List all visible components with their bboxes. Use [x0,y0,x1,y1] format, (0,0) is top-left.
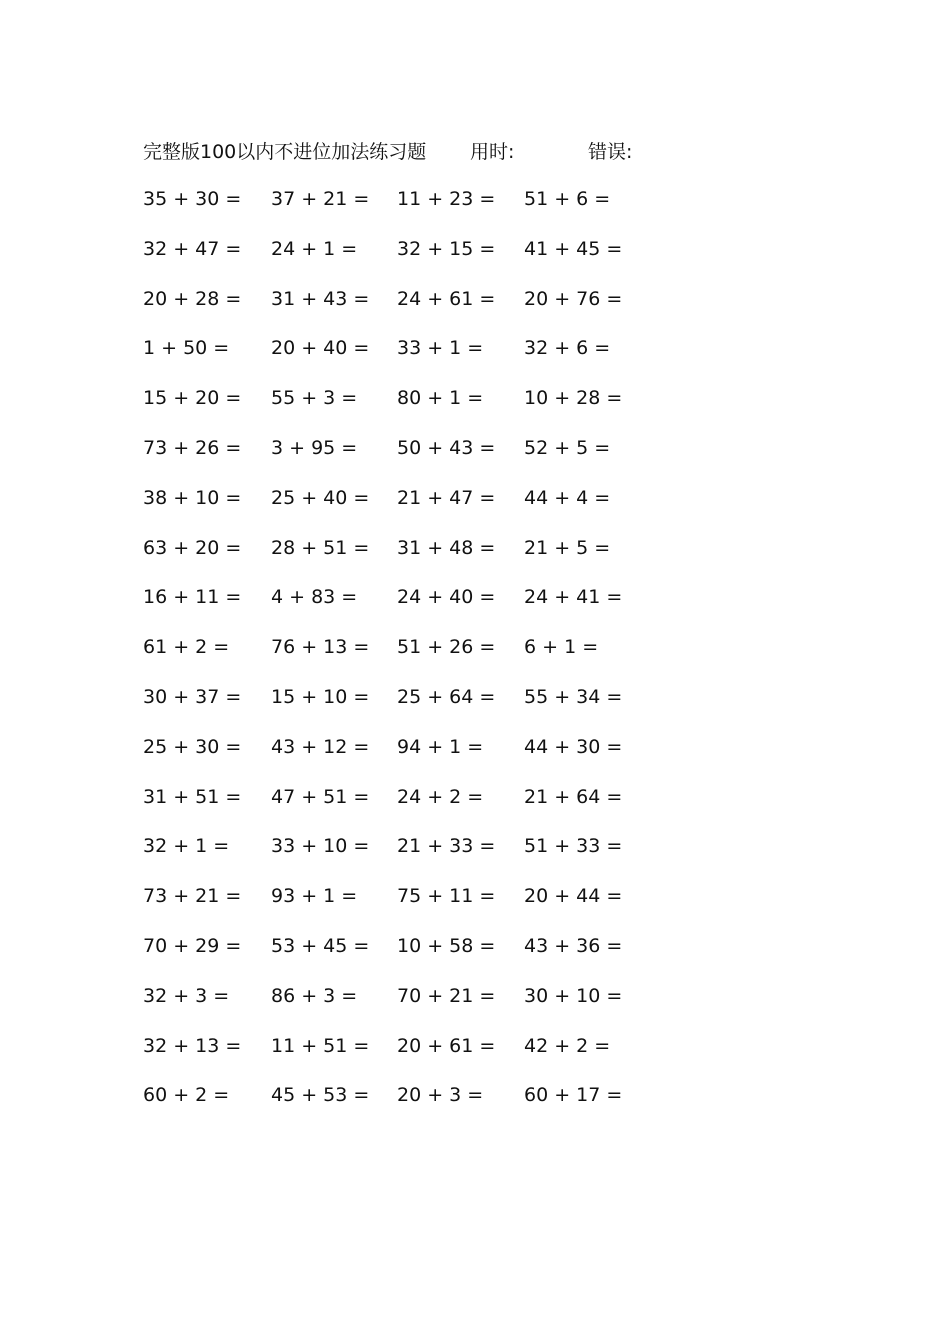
problem-cell: 33 + 10 = [271,835,370,858]
time-label: 用时: [470,141,515,163]
problem-cell: 21 + 47 = [397,486,496,509]
problem-cell: 24 + 2 = [397,785,484,808]
problem-cell: 73 + 21 = [143,885,242,908]
problem-cell: 35 + 30 = [143,188,242,210]
problem-cell: 11 + 51 = [271,1034,370,1057]
problem-cell: 24 + 41 = [524,586,623,609]
problem-cell: 15 + 20 = [143,387,242,410]
problem-cell: 80 + 1 = [397,387,484,410]
problem-row [0,384,950,434]
problem-cell: 20 + 44 = [524,885,623,908]
problem-row [0,783,950,833]
problem-row [0,1081,950,1131]
problem-cell: 20 + 40 = [271,337,370,360]
problem-cell: 3 + 95 = [271,436,358,459]
worksheet-title: 完整版100以内不进位加法练习题 [143,141,427,163]
problem-cell: 53 + 45 = [271,934,370,957]
problem-cell: 32 + 1 = [143,835,230,858]
problem-grid [0,185,950,1131]
problem-cell: 16 + 11 = [143,586,242,609]
problem-row [0,733,950,783]
problem-cell: 10 + 58 = [397,934,496,957]
problem-cell: 38 + 10 = [143,486,242,509]
errors-label: 错误: [588,141,633,163]
problem-cell: 25 + 64 = [397,685,496,708]
problem-cell: 20 + 76 = [524,287,623,310]
problem-row [0,484,950,534]
problem-cell: 70 + 21 = [397,984,496,1007]
problem-cell: 21 + 5 = [524,536,611,559]
problem-cell: 51 + 33 = [524,835,623,858]
problem-cell: 50 + 43 = [397,436,496,459]
problem-cell: 31 + 48 = [397,536,496,559]
problem-cell: 32 + 6 = [524,337,611,360]
problem-cell: 86 + 3 = [271,984,358,1007]
problem-cell: 60 + 2 = [143,1084,230,1107]
problem-cell: 52 + 5 = [524,436,611,459]
problem-cell: 42 + 2 = [524,1034,611,1057]
problem-cell: 75 + 11 = [397,885,496,908]
problem-cell: 63 + 20 = [143,536,242,559]
problem-cell: 51 + 26 = [397,636,496,659]
problem-cell: 6 + 1 = [524,636,599,659]
problem-cell: 61 + 2 = [143,636,230,659]
problem-cell: 24 + 40 = [397,586,496,609]
problem-cell: 41 + 45 = [524,237,623,260]
problem-cell: 55 + 34 = [524,685,623,708]
problem-cell: 44 + 4 = [524,486,611,509]
problem-row [0,285,950,335]
problem-cell: 20 + 3 = [397,1084,484,1107]
problem-row [0,882,950,932]
problem-cell: 20 + 61 = [397,1034,496,1057]
problem-cell: 93 + 1 = [271,885,358,908]
problem-cell: 47 + 51 = [271,785,370,808]
problem-cell: 43 + 12 = [271,735,370,758]
problem-row [0,832,950,882]
problem-cell: 24 + 1 = [271,237,358,260]
problem-cell: 32 + 15 = [397,237,496,260]
problem-cell: 4 + 83 = [271,586,358,609]
problem-cell: 37 + 21 = [271,188,370,210]
problem-cell: 76 + 13 = [271,636,370,659]
problem-cell: 33 + 1 = [397,337,484,360]
problem-row [0,683,950,733]
problem-cell: 45 + 53 = [271,1084,370,1107]
problem-cell: 43 + 36 = [524,934,623,957]
problem-cell: 25 + 40 = [271,486,370,509]
problem-cell: 55 + 3 = [271,387,358,410]
problem-cell: 11 + 23 = [397,188,496,210]
problem-cell: 15 + 10 = [271,685,370,708]
problem-cell: 21 + 33 = [397,835,496,858]
problem-row [0,534,950,584]
problem-cell: 94 + 1 = [397,735,484,758]
problem-cell: 70 + 29 = [143,934,242,957]
problem-cell: 30 + 10 = [524,984,623,1007]
problem-cell: 32 + 3 = [143,984,230,1007]
problem-cell: 24 + 61 = [397,287,496,310]
problem-cell: 21 + 64 = [524,785,623,808]
problem-row [0,932,950,982]
problem-row [0,633,950,683]
problem-row [0,583,950,633]
problem-cell: 32 + 13 = [143,1034,242,1057]
problem-cell: 44 + 30 = [524,735,623,758]
problem-row [0,185,950,235]
problem-cell: 30 + 37 = [143,685,242,708]
problem-cell: 60 + 17 = [524,1084,623,1107]
problem-row [0,982,950,1032]
problem-cell: 31 + 51 = [143,785,242,808]
problem-cell: 32 + 47 = [143,237,242,260]
problem-cell: 51 + 6 = [524,188,611,210]
problem-cell: 28 + 51 = [271,536,370,559]
problem-cell: 31 + 43 = [271,287,370,310]
problem-row [0,434,950,484]
problem-row [0,235,950,285]
problem-cell: 73 + 26 = [143,436,242,459]
problem-row [0,1032,950,1082]
problem-cell: 25 + 30 = [143,735,242,758]
problem-cell: 10 + 28 = [524,387,623,410]
problem-cell: 1 + 50 = [143,337,230,360]
problem-cell: 20 + 28 = [143,287,242,310]
problem-row [0,334,950,384]
